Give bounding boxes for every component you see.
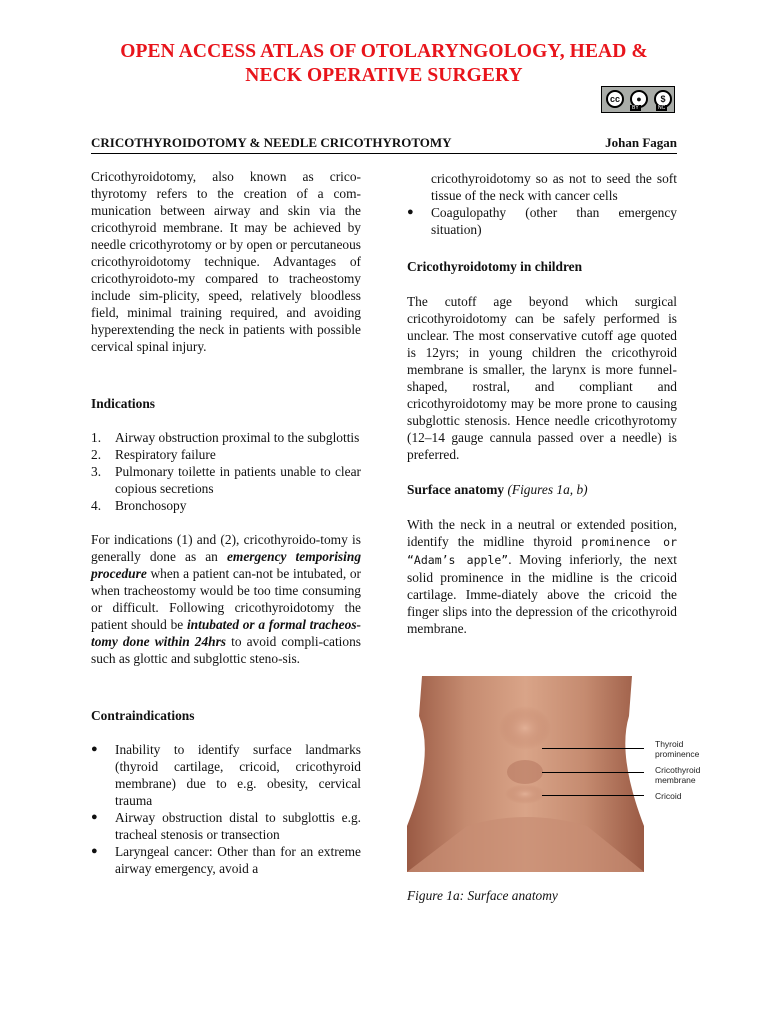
contraindications-heading: Contraindications <box>91 708 195 723</box>
list-item: ● Laryngeal cancer: Other than for an extreme airway emergency, avoid a <box>91 844 361 876</box>
emphasis-emergency: emergency temporising procedure <box>91 549 362 581</box>
membrane-leader-line <box>542 772 644 773</box>
noncommercial-icon: $ <box>654 90 672 108</box>
emphasis-intubated: intubated or a formal tracheos-tomy done within 24hrs <box>91 617 361 649</box>
cricothyroid-membrane-label: Cricothyroid membrane <box>655 765 701 785</box>
contraindications-list <box>91 741 361 877</box>
document-title: CRICOTHYROIDOTOMY & NEEDLE CRICOTHYROTOMY <box>91 135 452 150</box>
figure-caption: Figure 1a: Surface anatomy <box>407 888 558 903</box>
intro-paragraph: Cricothyroidotomy, also known as crico-thyrotomy refers to the creation of a com-munication between airway and skin via the cricothyroid membrane. It may be achieved by needle cricothyrotomy or by open or percutaneous cricothyroidotomy technique. Advantages of cricothyroidoto-my compared to tracheostomy include sim-plicity, speed, relatively bloodless field, minimal training required, and avoiding hyperextending the neck in patients with possible cervical spinal injury. <box>91 169 361 354</box>
surface-anatomy-paragraph: With the neck in a neutral or extended position, identify the midline thyroid prominence or “Adam’s apple”. Moving inferiorly, the next solid prominence in the midline is the cricoid cartilage. Imme-diately above the cricoid the finger slips into the depression of the cricothyroid membrane. <box>407 517 678 636</box>
title-rule <box>91 153 677 154</box>
neck-photo <box>407 676 644 872</box>
children-paragraph: The cutoff age beyond which surgical cricothyroidotomy can be safely performed is unclear. The most conservative cutoff age quoted is 12yrs; in young children the cricothyroid membrane is smaller, the larynx is more funnel-shaped, rostral, and compliant and cricothyroidotomy may be more prone to causing subglottic stenosis. Hence needle cricothyrotomy (12–14 gauge cannula passed over a needle) is preferred. <box>407 294 677 462</box>
atlas-header-line1: OPEN ACCESS ATLAS OF OTOLARYNGOLOGY, HEAD & <box>120 41 648 62</box>
attribution-icon: ● <box>630 90 648 108</box>
list-item: ● Airway obstruction distal to subglottis e.g. tracheal stenosis or transection <box>91 810 361 842</box>
by-label: BY <box>632 105 639 111</box>
contra-list-continued <box>407 204 677 238</box>
nc-label: NC <box>658 105 666 111</box>
list-item: 2. Respiratory failure <box>91 447 216 462</box>
thyroid-prominence-label: Thyroid prominence <box>655 739 700 759</box>
atlas-header-line2: NECK OPERATIVE SURGERY <box>245 65 523 86</box>
indications-paragraph: For indications (1) and (2), cricothyroido-tomy is generally done as an emergency temporising procedure when a patient can-not be intubated, or when tracheostomy would be too time consuming or difficult. Following cricothyroidotomy the patient should be intubated or a formal tracheos-tomy done within 24hrs to avoid compli-cations such as glottic and subglottic steno-sis. <box>91 532 362 666</box>
cc-license-badge[interactable] <box>601 86 675 113</box>
list-item: 4. Bronchosopy <box>91 498 187 513</box>
list-item: 3. Pulmonary toilette in patients unable to clear copious secretions <box>91 464 361 496</box>
indications-heading: Indications <box>91 396 155 411</box>
list-item: 1. Airway obstruction proximal to the subglottis <box>91 430 360 445</box>
surface-anatomy-figure <box>407 676 644 872</box>
list-item: ● Inability to identify surface landmarks (thyroid cartilage, cricoid, cricothyroid membrane) due to e.g. obesity, cervical trauma <box>91 742 361 808</box>
children-heading: Cricothyroidotomy in children <box>407 259 583 274</box>
left-column <box>91 168 361 877</box>
cc-icon: cc <box>606 90 624 108</box>
bullet-icon: ● <box>91 845 98 857</box>
cricoid-label: Cricoid <box>655 791 682 801</box>
contra-continuation: cricothyroidotomy so as not to seed the soft tissue of the neck with cancer cells <box>431 171 677 203</box>
bullet-icon: ● <box>407 206 414 218</box>
bullet-icon: ● <box>91 743 98 755</box>
surface-anatomy-heading: Surface anatomy (Figures 1a, b) <box>407 482 588 497</box>
author-name: Johan Fagan <box>605 135 677 150</box>
indications-list <box>91 429 361 514</box>
thyroid-leader-line <box>542 748 644 749</box>
bullet-icon: ● <box>91 811 98 823</box>
right-column <box>407 170 677 637</box>
atlas-header <box>60 40 708 88</box>
cricoid-leader-line <box>542 795 644 796</box>
list-item: ● Coagulopathy (other than emergency situation) <box>407 205 677 237</box>
